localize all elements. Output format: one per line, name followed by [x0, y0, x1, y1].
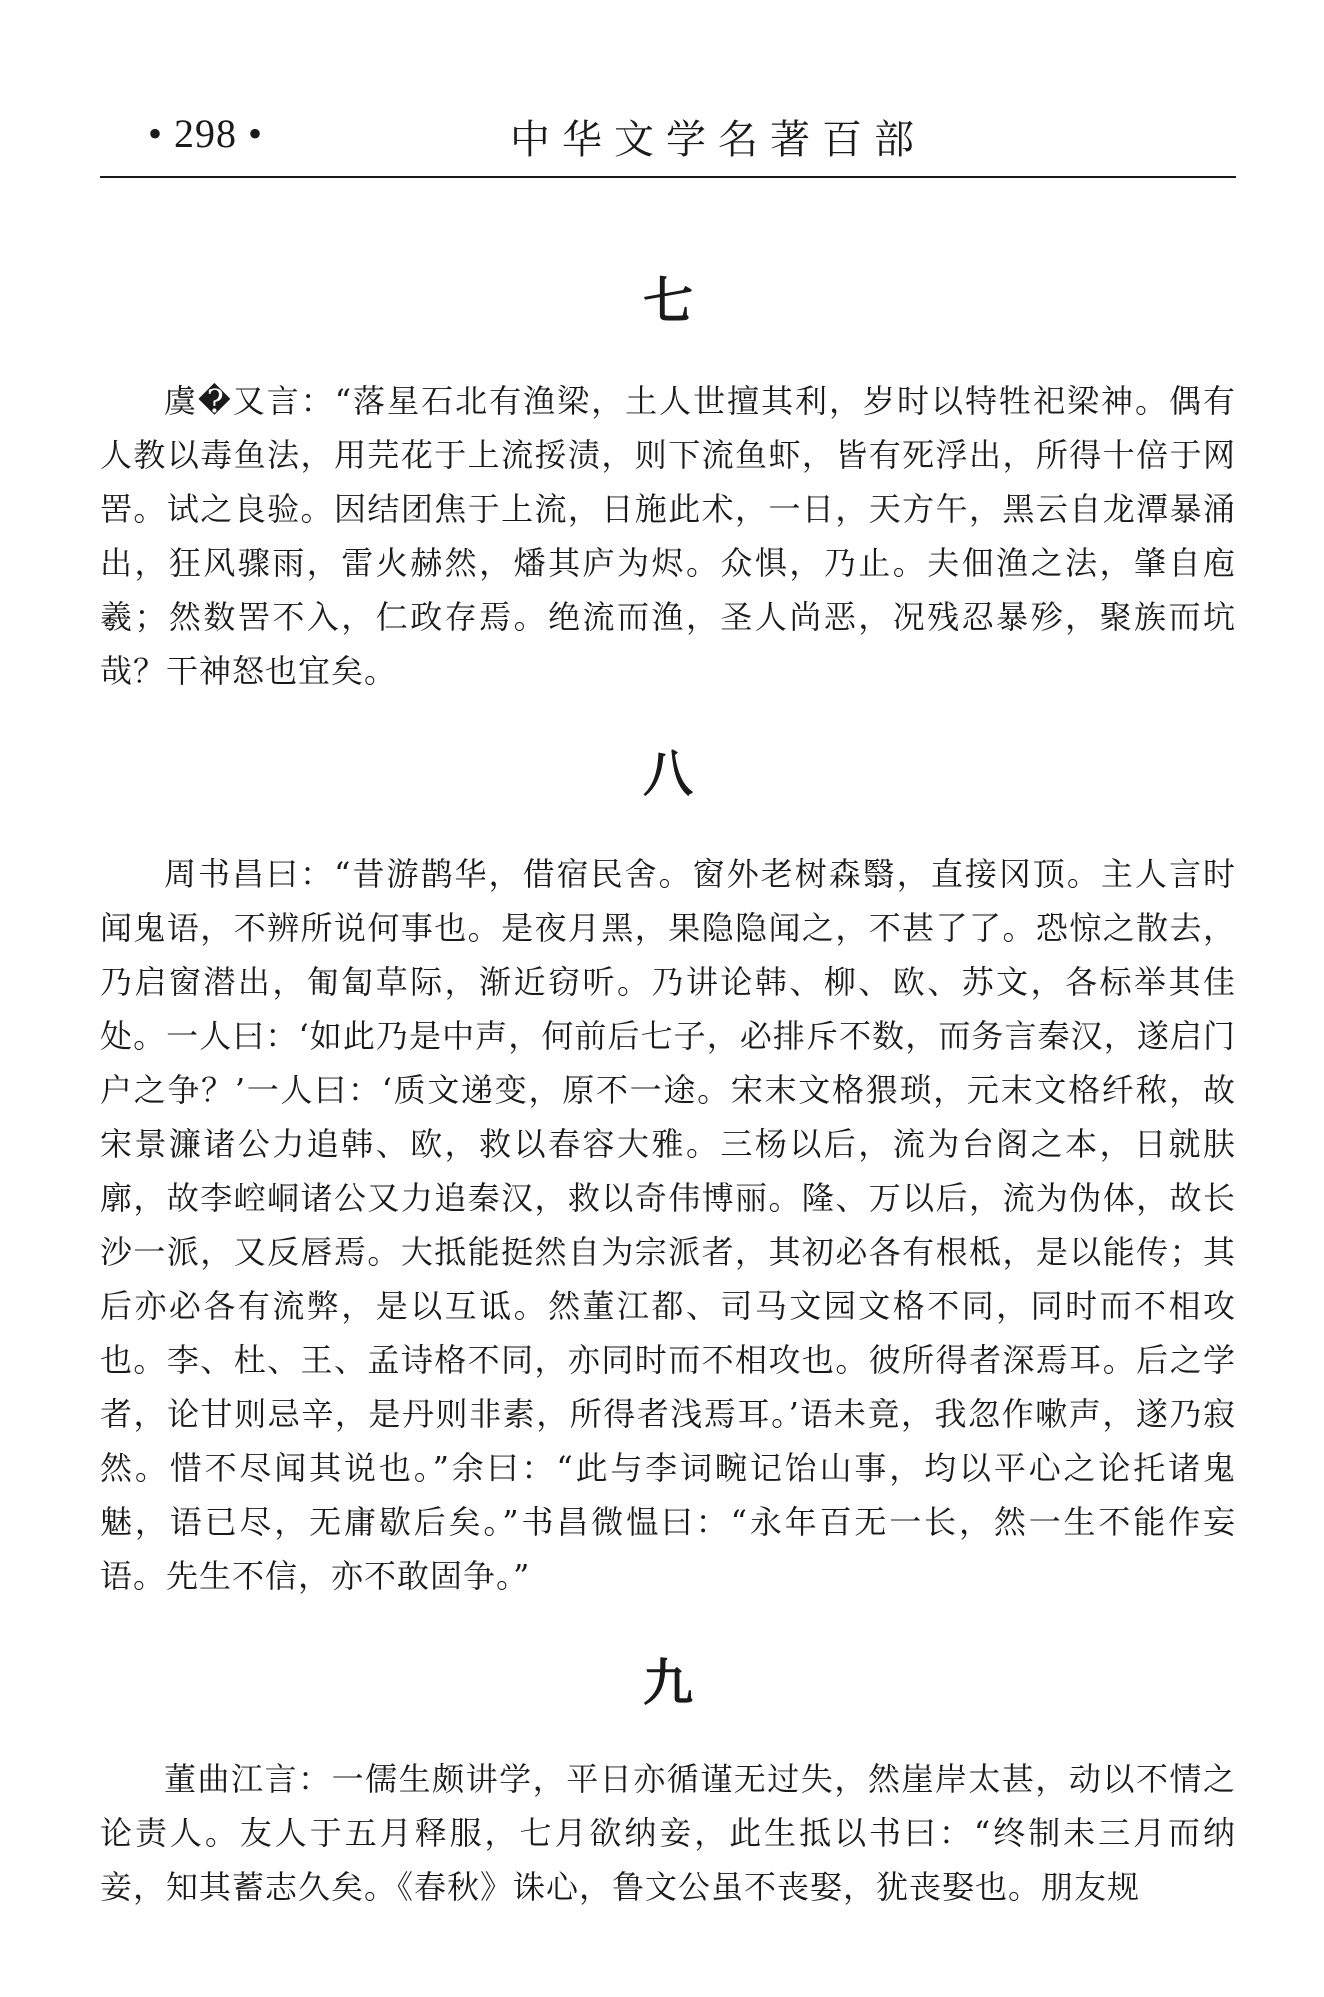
page-number: • 298 • — [148, 111, 264, 156]
section-nine — [100, 1648, 1236, 1906]
section-title: 八 — [643, 745, 693, 803]
section-title: 九 — [643, 1654, 693, 1712]
book-title: 中华文学名著百部 — [510, 117, 926, 163]
page-header — [100, 104, 1236, 178]
section-seven — [100, 266, 1236, 690]
section-paragraph: 周书昌曰：“昔游鹊华，借宿民舍。窗外老树森翳，直接冈顶。主人言时闻鬼语，不辨所说何事也。是夜月黑，果隐隐闻之，不甚了了。恐惊之散去，乃启窗潜出，匍匐草际，渐近窃听。乃讲论韩、柳、欧、苏文，各标举其佳处。一人曰：‘如此乃是中声，何前后七子，必排斥不数，而务言秦汉，遂启门户之争？’一人曰：‘质文递变，原不一途。宋末文格猥琐，元末文格纤秾，故宋景濂诸公力追韩、欧，救以春容大雅。三杨以后，流为台阁之本，日就肤廓，故李崆峒诸公又力追秦汉，救以奇伟博丽。隆、万以后，流为伪体，故长沙一派，又反唇焉。大抵能挺然自为宗派者，其初必各有根柢，是以能传；其后亦必各有流弊，是以互诋。然董江都、司马文园文格不同，同时而不相攻也。李、杜、王、孟诗格不同，亦同时而不相攻也。彼所得者深焉耳。后之学者，论甘则忌辛，是丹则非素，所得者浅焉耳。’语未竟，我忽作嗽声，遂乃寂然。惜不尽闻其说也。”余曰：“此与李词畹记饴山事，均以平心之论托诸鬼魅，语已尽，无庸歇后矣。”书昌微愠曰：“永年百无一长，然一生不能作妄语。先生不信，亦不敢固争。” — [100, 855, 1236, 1595]
section-title: 七 — [643, 272, 693, 330]
section-eight — [100, 739, 1236, 1595]
section-paragraph: 董曲江言：一儒生颇讲学，平日亦循谨无过失，然崖岸太甚，动以不情之论责人。友人于五月释服，七月欲纳妾，此生抵以书曰：“终制未三月而纳妾，知其蓄志久矣。《春秋》诛心，鲁文公虽不丧娶，犹丧娶也。朋友规 — [100, 1760, 1236, 1906]
section-paragraph: 虞�又言：“落星石北有渔梁，土人世擅其利，岁时以特牲祀梁神。偶有人教以毒鱼法，用芫花于上流挼渍，则下流鱼虾，皆有死浮出，所得十倍于网罟。试之良验。因结团焦于上流，日施此术，一日，天方午，黑云自龙潭暴涌出，狂风骤雨，雷火赫然，燔其庐为烬。众惧，乃止。夫佃渔之法，肇自庖羲；然数罟不入，仁政存焉。绝流而渔，圣人尚恶，况残忍暴殄，聚族而坑哉？干神怒也宜矣。 — [100, 382, 1236, 690]
